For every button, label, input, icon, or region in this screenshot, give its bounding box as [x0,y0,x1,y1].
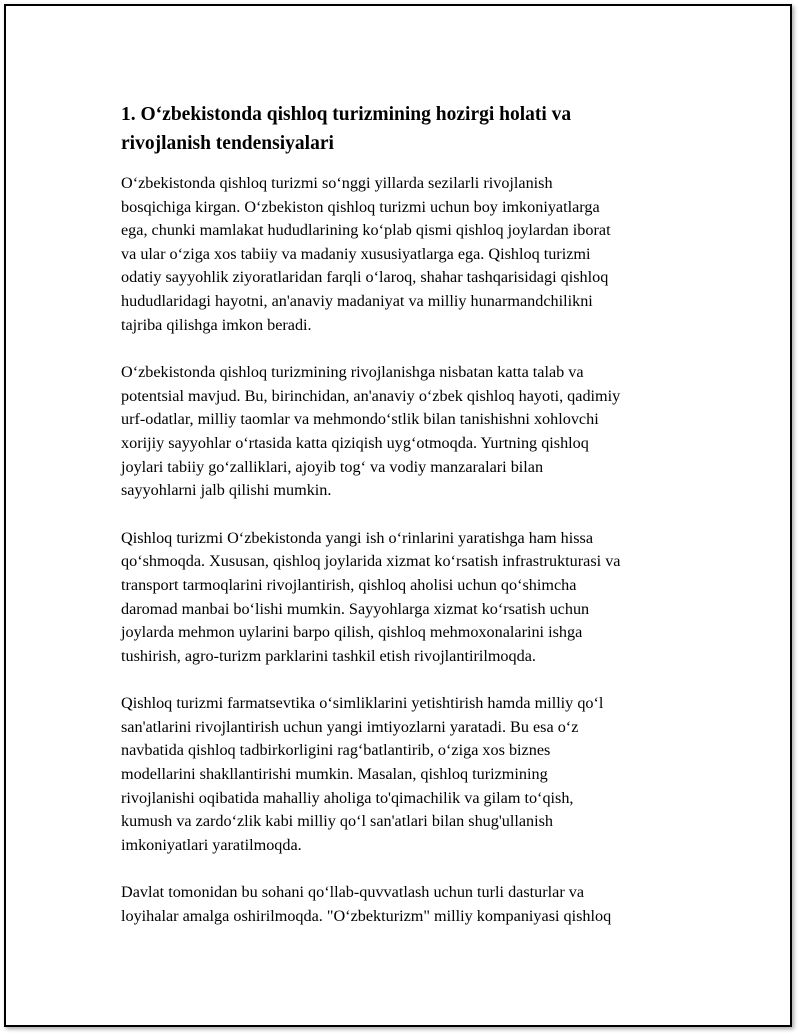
paragraph-2: O‘zbekistonda qishloq turizmining rivojlanishga nisbatan katta talab va potentsial mavjud. Bu, birinchidan, an'anaviy o‘zbek qishloq hayoti, qadimiy urf-odatlar, milliy taomlar va mehmondo‘stlik bilan tanishishni xohlovchi xorijiy sayyohlar o‘rtasida katta qiziqish uyg‘otmoqda. Yurtning qishloq joylari tabiiy go‘zalliklari, ajoyib tog‘ va vodiy manzaralari bilan sayyohlarni jalb qilishi mumkin. [121,363,621,500]
document-page [4,4,792,1027]
paragraph-1: O‘zbekistonda qishloq turizmi so‘nggi yillarda sezilarli rivojlanish bosqichiga kirgan. O‘zbekiston qishloq turizmi uchun boy imkoniyatlarga ega, chunki mamlakat hududlarining ko‘plab qismi qishloq joylardan iborat va ular o‘ziga xos tabiiy va madaniy xususiyatlarga ega. Qishloq turizmi odatiy sayyohlik ziyoratlaridan farqli o‘laroq, shahar tashqarisidagi qishloq hududlaridagi hayotni, an'anaviy madaniyat va milliy hunarmandchilikni tajriba qilishga imkon beradi. [121,174,611,334]
paragraph-3: Qishloq turizmi O‘zbekistonda yangi ish o‘rinlarini yaratishga ham hissa qo‘shmoqda. Xususan, qishloq joylarida xizmat ko‘rsatish infrastrukturasi va transport tarmoqlarini rivojlantirish, qishloq aholisi uchun qo‘shimcha daromad manbai bo‘lishi mumkin. Sayyohlarga xizmat ko‘rsatish uchun joylarda mehmon uylarini barpo qilish, qishloq mehmoxonalarini ishga tushirish, agro-turizm parklarini tashkil etish rivojlantirilmoqda. [121,528,621,665]
paragraph-5: Davlat tomonidan bu sohani qo‘llab-quvvatlash uchun turli dasturlar va loyihalar amalga oshirilmoqda. "O‘zbekturizm" milliy kompaniyasi qishloq [121,883,612,926]
section-heading: 1. O‘zbekistonda qishloq turizmining hozirgi holati va rivojlanish tendensiyalari [121,104,572,154]
document-body [121,100,701,953]
paragraph-4: Qishloq turizmi farmatsevtika o‘simliklarini yetishtirish hamda milliy qo‘l san'atlarini rivojlantirish uchun yangi imtiyozlarni yaratadi. Bu esa o‘z navbatida qishloq tadbirkorligini rag‘batlantirib, o‘ziga xos biznes modellarini shakllantirishi mumkin. Masalan, qishloq turizmining rivojlanishi oqibatida mahalliy aholiga to'qimachilik va gilam to‘qish, kumush va zardo‘zlik kabi milliy qo‘l san'atlari bilan shug'ullanish imkoniyatlari yaratilmoqda. [121,694,604,854]
